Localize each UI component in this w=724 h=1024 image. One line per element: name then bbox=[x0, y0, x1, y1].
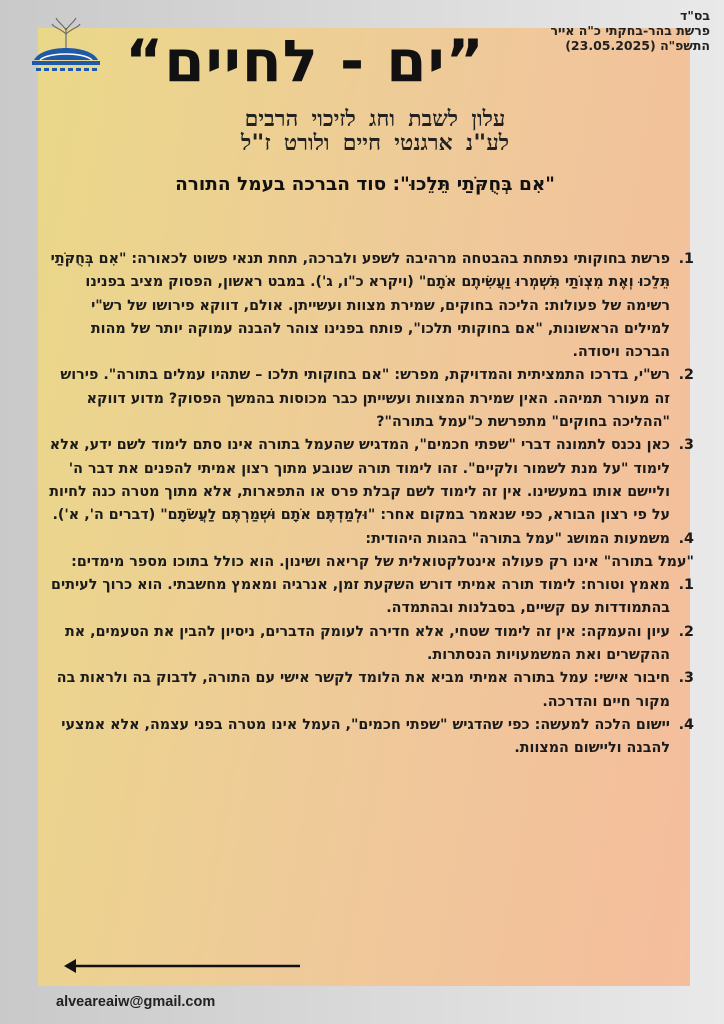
list-item: 2. עיון והעמקה: אין זה לימוד שטחי, אלא חדירה לעומק הדברים, ניסיון להבין את הטעמים, את ההקשרים ואת המשמעויות הנסתרות. bbox=[64, 623, 694, 664]
newsletter-title: ”ים - לחיים“ bbox=[125, 27, 485, 95]
bsd-label: בס"ד bbox=[680, 8, 710, 23]
parasha-label: פרשת בהר-בחקתי כ"ה אייר bbox=[550, 23, 710, 38]
list-item: 1. מאמץ וטורח: לימוד תורה אמיתי דורש השקעת זמן, אנרגיה ומאמץ מחשבתי. הוא כרוך לעיתים בהתמודדות עם קשיים, בסבלנות ובהתמדה. bbox=[51, 577, 694, 617]
article-body bbox=[42, 248, 694, 761]
item4-intro: "עמל בתורה" אינו רק פעולה אינטלקטואלית של קריאה ושינון. הוא כולל בתוכו מספר מימדים: bbox=[71, 553, 694, 570]
list-item: 2. רש"י, בדרכו התמציתית והמדויקת, מפרש: "אם בחוקותי תלכו – שתהיו עמלים בתורה". פירוש זה מעורר תמיהה. האין שמירת המצוות ועשייתן כבר מכוסות בהמשך הפסוק? מדוע דווקא "ההליכה בחוקים" מתפרשת כ"עמל בתורה"? bbox=[60, 367, 694, 431]
contact-email[interactable]: alveareaiw@gmail.com bbox=[56, 994, 216, 1010]
arrow-left-icon[interactable] bbox=[62, 956, 302, 976]
article-title: "אִם בְּחֻקֹּתַי תֵּלֵכוּ": סוד הברכה בעמל התורה bbox=[175, 174, 555, 195]
list-item: 1. פרשת בחוקותי נפתחת בהבטחה מרהיבה לשפע ולברכה, תחת תנאי פשוט לכאורה: "אִם בְּחֻקֹּתַי תֵּלֵכוּ וְאֶת מִצְוֹתַי תִּשְׁמְרוּ וַעֲשִׂיתֶם אֹתָם" (ויקרא כ"ו, ג'). במבט ראשון, הפסוק מציב בפנינו רשימה של פעולות: הליכה בחוקים, שמירת מצוות ועשייתן. אולם, דווקא פירושו של רש"י למילים הראשונות, "אם בחוקותי תלכו", פותח בפנינו צוהר להבנה עמוקה יותר של מהות הברכה ויסודה. bbox=[50, 251, 694, 361]
list-item: 4. משמעות המושג "עמל בתורה" בהגות היהודית: bbox=[365, 530, 694, 547]
newsletter-subtitle-2: לע"נ ארגנטי חיים ולורט ז"ל bbox=[240, 131, 510, 156]
main-list bbox=[42, 248, 694, 551]
newsletter-subtitle-1: עלון לשבת וחג לזיכוי הרבים bbox=[244, 107, 506, 132]
date-label: התשפ"ה (23.05.2025) bbox=[565, 38, 710, 53]
list-item: 3. חיבור אישי: עמל בתורה אמיתי מביא את הלומד לקשר אישי עם התורה, לדבוק בה ולראות בה מקור חיים והדרכה. bbox=[56, 670, 694, 710]
sub-list bbox=[42, 574, 694, 760]
list-item: 3. כאן נכנס לתמונה דברי "שפתי חכמים", המדגיש שהעמל בתורה אינו סתם לימוד לשם ידע, אלא לימוד "על מנת לשמור ולקיים". זהו לימוד תורה שנובע מתוך רצון אמיתי להפנים את דבר ה' וליישם אותו במעשינו. אין זה לימוד לשם קבלת פרס או התפארות, אלא מתוך מטרה כנה לחיות על פי רצון הבורא, כפי שנאמר במקום אחר: "וּלְמַדְתֶּם אֹתָם וּשְׁמַרְתֶּם לַעֲשֹׂתָם" (דברים ה', א'). bbox=[49, 437, 694, 524]
list-item: 4. יישום הלכה למעשה: כפי שהדגיש "שפתי חכמים", העמל אינו מטרה בפני עצמה, אלא אמצעי להבנה וליישום המצוות. bbox=[61, 716, 694, 757]
